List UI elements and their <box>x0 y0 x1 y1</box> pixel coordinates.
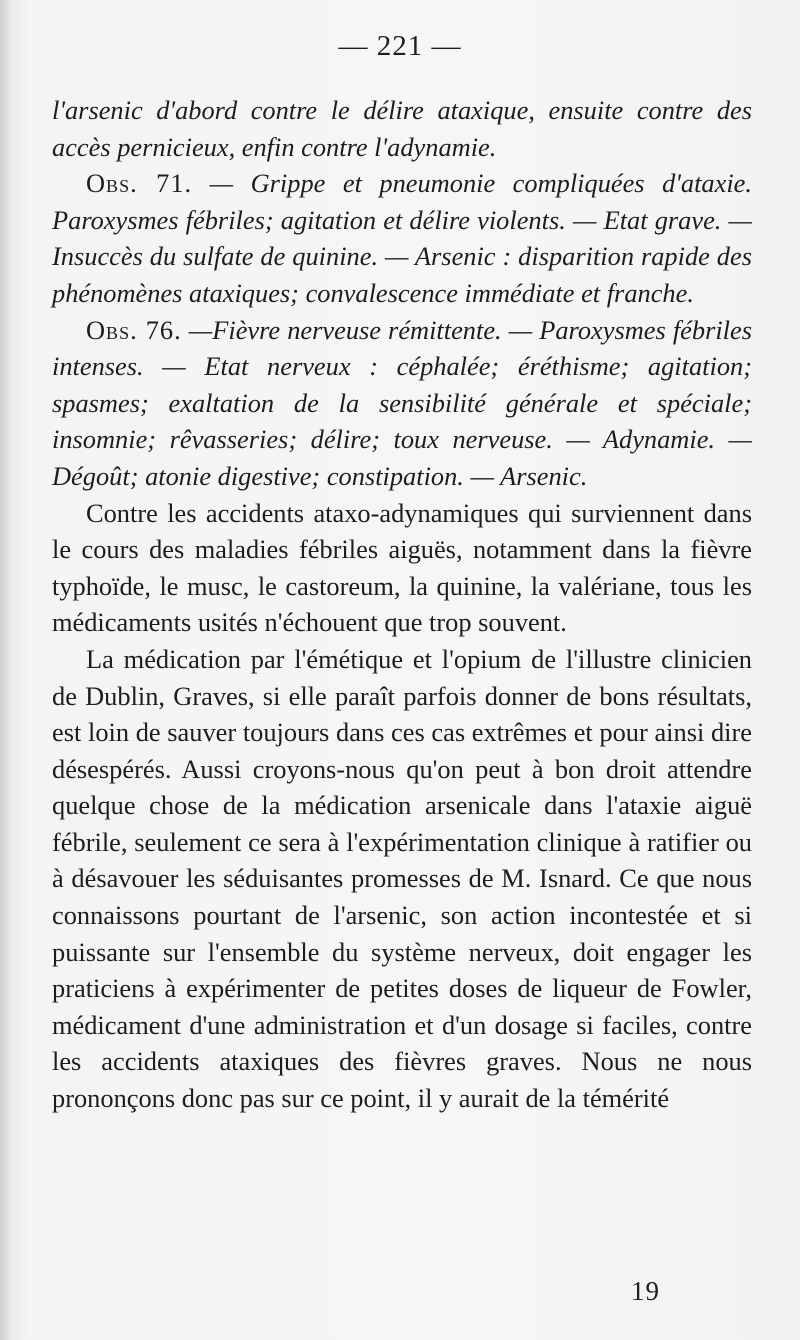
continuation-paragraph: l'arsenic d'abord contre le délire ataxique, ensuite contre des accès pernicieux, enfin contre l'adynamie. <box>52 95 752 162</box>
observation-76 <box>52 312 752 495</box>
page-gutter-shadow <box>0 0 12 1340</box>
observation-71 <box>52 165 752 311</box>
body-paragraph-1: Contre les accidents ataxo-adynamiques qui surviennent dans le cours des maladies fébriles aiguës, notamment dans la fièvre typhoïde, le musc, le castoreum, la quinine, la valériane, tous les médicaments usités n'échouent que trop souvent. <box>52 497 752 638</box>
observation-71-text: — Grippe et pneumonie compliquées d'ataxie. Paroxysmes fébriles; agitation et délire violents. — Etat grave. — Insuccès du sulfate de quinine. — Arsenic : disparition rapide des phénomènes ataxiques; convalescence immédiate et franche. <box>52 168 752 308</box>
body-paragraph-2: La médication par l'émétique et l'opium de l'illustre clinicien de Dublin, Graves, si elle paraît parfois donner de bons résultats, est loin de sauver toujours dans ces cas extrêmes et pour ainsi dire désespérés. Aussi croyons-nous qu'on peut à bon droit attendre quelque chose de la médication arsenicale dans l'ataxie aiguë fébrile, seulement ce sera à l'expérimentation clinique à ratifier ou à désavouer les séduisantes promesses de M. Isnard. Ce que nous connaissons pourtant de l'arsenic, son action incontestée et si puissante sur l'ensemble du système nerveux, doit engager les praticiens à expérimenter de petites doses de liqueur de Fowler, médicament d'une administration et d'un dosage si faciles, contre les accidents ataxiques des fièvres graves. Nous ne nous prononçons donc pas sur ce point, il y aurait de la témérité <box>52 643 752 1114</box>
page-body <box>52 92 752 1117</box>
observation-71-label: Obs. 71. <box>86 168 193 199</box>
observation-76-label: Obs. 76. <box>86 314 182 345</box>
signature-mark: 19 <box>631 1276 660 1306</box>
page-number-header: — 221 — <box>338 30 462 62</box>
observation-76-text: —Fièvre nerveuse rémittente. — Paroxysmes fébriles intenses. — Etat nerveux : céphalée; éréthisme; agitation; spasmes; exaltation de la sensibilité générale et spéciale; insomnie; rêvasseries; délire; toux nerveuse. — Adynamie. — Dégoût; atonie digestive; constipation. — Arsenic. <box>52 314 752 491</box>
